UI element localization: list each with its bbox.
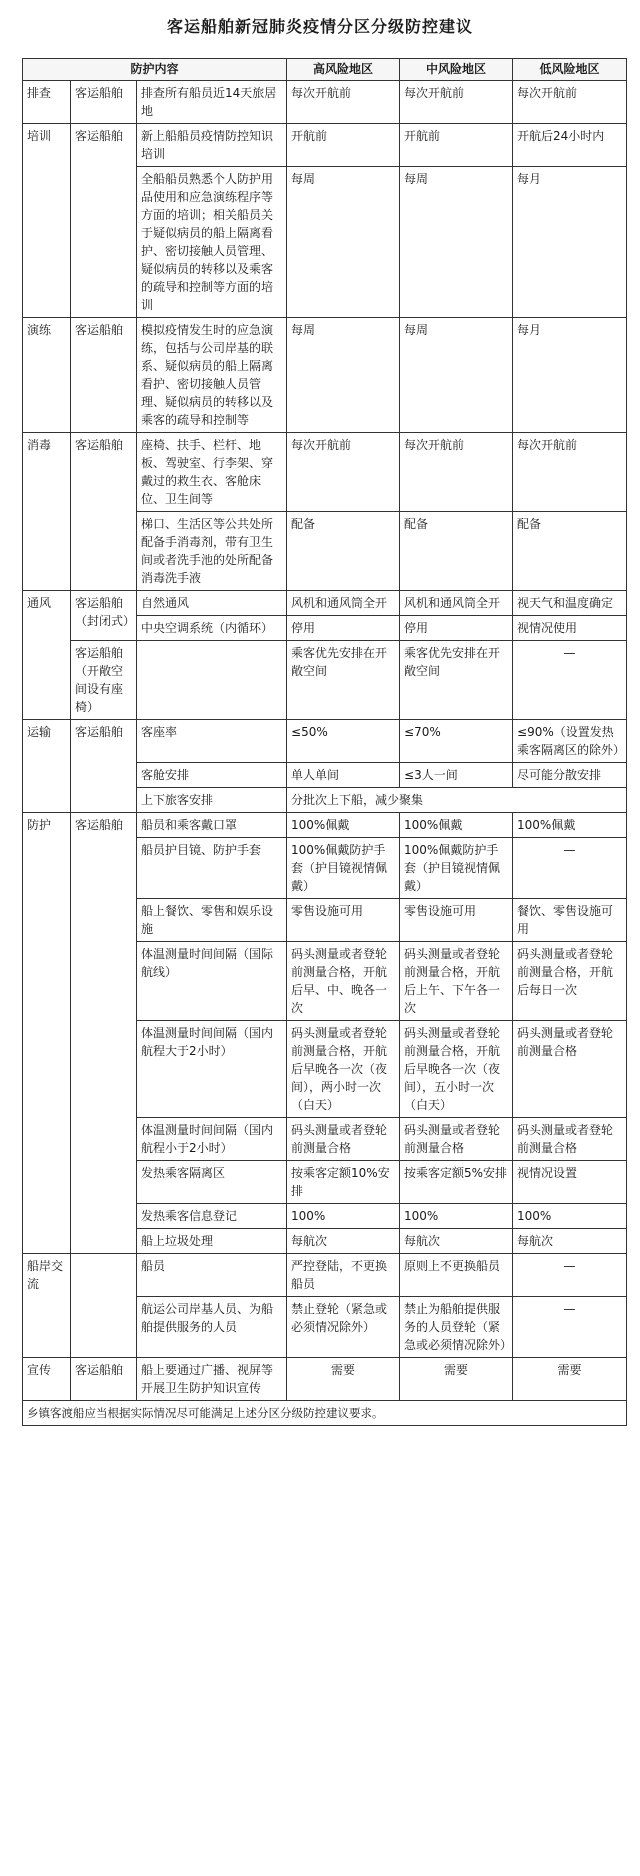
low-risk-cell: 100%佩戴 — [513, 813, 627, 838]
high-risk-cell: 每次开航前 — [287, 433, 400, 512]
high-risk-cell: 零售设施可用 — [287, 899, 400, 942]
low-risk-cell: 100% — [513, 1204, 627, 1229]
header-content: 防护内容 — [23, 59, 287, 81]
low-risk-cell: — — [513, 1254, 627, 1297]
medium-risk-cell: ≤3人一间 — [400, 763, 513, 788]
item-cell: 上下旅客安排 — [137, 788, 287, 813]
item-cell: 体温测量时间间隔（国际航线） — [137, 942, 287, 1021]
item-cell: 船上垃圾处理 — [137, 1229, 287, 1254]
item-cell: 船员和乘客戴口罩 — [137, 813, 287, 838]
table-row — [23, 813, 627, 838]
medium-risk-cell: 原则上不更换船员 — [400, 1254, 513, 1297]
medium-risk-cell: 码头测量或者登轮前测量合格 — [400, 1118, 513, 1161]
medium-risk-cell: 每次开航前 — [400, 433, 513, 512]
low-risk-cell: 尽可能分散安排 — [513, 763, 627, 788]
category-cell: 通风 — [23, 591, 71, 720]
item-cell: 船上餐饮、零售和娱乐设施 — [137, 899, 287, 942]
item-cell: 船上要通过广播、视屏等开展卫生防护知识宣传 — [137, 1358, 287, 1401]
table-row — [23, 81, 627, 124]
medium-risk-cell: 码头测量或者登轮前测量合格，开航后早晚各一次（夜间），五小时一次（白天） — [400, 1021, 513, 1118]
medium-risk-cell: 每周 — [400, 318, 513, 433]
measures-table — [22, 58, 627, 1426]
category-cell: 消毒 — [23, 433, 71, 591]
low-risk-cell: 视情况使用 — [513, 616, 627, 641]
page-title: 客运船舶新冠肺炎疫情分区分级防控建议 — [166, 17, 473, 36]
ship-type-cell — [71, 1254, 137, 1358]
medium-risk-cell: 100%佩戴 — [400, 813, 513, 838]
high-risk-cell: 码头测量或者登轮前测量合格 — [287, 1118, 400, 1161]
ship-type-cell: 客运船舶 — [71, 81, 137, 124]
item-cell: 客座率 — [137, 720, 287, 763]
low-risk-cell: 每月 — [513, 167, 627, 318]
high-risk-cell: 每航次 — [287, 1229, 400, 1254]
ship-type-cell: 客运船舶（开敞空间设有座椅） — [71, 641, 137, 720]
high-risk-cell: 每周 — [287, 318, 400, 433]
low-risk-cell: 每次开航前 — [513, 81, 627, 124]
high-risk-cell: 码头测量或者登轮前测量合格，开航后早晚各一次（夜间），两小时一次（白天） — [287, 1021, 400, 1118]
high-risk-cell: 风机和通风筒全开 — [287, 591, 400, 616]
low-risk-cell: 码头测量或者登轮前测量合格 — [513, 1021, 627, 1118]
medium-risk-cell: 停用 — [400, 616, 513, 641]
item-cell: 体温测量时间间隔（国内航程大于2小时） — [137, 1021, 287, 1118]
header-medium-risk: 中风险地区 — [400, 59, 513, 81]
low-risk-cell: 配备 — [513, 512, 627, 591]
low-risk-cell: 开航后24小时内 — [513, 124, 627, 167]
item-cell — [137, 641, 287, 720]
low-risk-cell: 每次开航前 — [513, 433, 627, 512]
header-high-risk: 高风险地区 — [287, 59, 400, 81]
low-risk-cell: 需要 — [513, 1358, 627, 1401]
item-cell: 排查所有船员近14天旅居地 — [137, 81, 287, 124]
high-risk-cell: 严控登陆，不更换船员 — [287, 1254, 400, 1297]
medium-risk-cell: 100%佩戴防护手套（护目镜视情佩戴） — [400, 838, 513, 899]
footer-note: 乡镇客渡船应当根据实际情况尽可能满足上述分区分级防控建议要求。 — [23, 1401, 627, 1426]
high-risk-cell: 100% — [287, 1204, 400, 1229]
category-cell: 船岸交流 — [23, 1254, 71, 1358]
medium-risk-cell: 配备 — [400, 512, 513, 591]
table-row — [23, 124, 627, 167]
category-cell: 防护 — [23, 813, 71, 1254]
low-risk-cell: 视情况设置 — [513, 1161, 627, 1204]
medium-risk-cell: ≤70% — [400, 720, 513, 763]
low-risk-cell: 视天气和温度确定 — [513, 591, 627, 616]
item-cell: 船员护目镜、防护手套 — [137, 838, 287, 899]
category-cell: 运输 — [23, 720, 71, 813]
medium-risk-cell: 每航次 — [400, 1229, 513, 1254]
high-risk-cell: ≤50% — [287, 720, 400, 763]
ship-type-cell: 客运船舶 — [71, 813, 137, 1254]
high-risk-cell: 按乘客定额10%安排 — [287, 1161, 400, 1204]
high-risk-cell: 停用 — [287, 616, 400, 641]
item-cell: 新上船船员疫情防控知识培训 — [137, 124, 287, 167]
category-cell: 演练 — [23, 318, 71, 433]
table-body — [23, 81, 627, 1401]
medium-risk-cell: 按乘客定额5%安排 — [400, 1161, 513, 1204]
ship-type-cell: 客运船舶（封闭式） — [71, 591, 137, 641]
item-cell: 模拟疫情发生时的应急演练，包括与公司岸基的联系、疑似病员的船上隔离看护、密切接触人员管理、疑似病员的转移以及乘客的疏导和控制等 — [137, 318, 287, 433]
low-risk-cell: 每月 — [513, 318, 627, 433]
item-cell: 中央空调系统（内循环） — [137, 616, 287, 641]
item-cell: 体温测量时间间隔（国内航程小于2小时） — [137, 1118, 287, 1161]
item-cell: 全船船员熟悉个人防护用品使用和应急演练程序等方面的培训；相关船员关于疑似病员的船上隔离看护、密切接触人员管理、疑似病员的转移以及乘客的疏导和控制等方面的培训 — [137, 167, 287, 318]
category-cell: 宣传 — [23, 1358, 71, 1401]
low-risk-cell: — — [513, 838, 627, 899]
medium-risk-cell: 每次开航前 — [400, 81, 513, 124]
high-risk-cell: 需要 — [287, 1358, 400, 1401]
merged-measure-cell: 分批次上下船，减少聚集 — [287, 788, 627, 813]
high-risk-cell: 禁止登轮（紧急或必须情况除外） — [287, 1297, 400, 1358]
category-cell: 培训 — [23, 124, 71, 318]
medium-risk-cell: 乘客优先安排在开敞空间 — [400, 641, 513, 720]
medium-risk-cell: 零售设施可用 — [400, 899, 513, 942]
medium-risk-cell: 需要 — [400, 1358, 513, 1401]
item-cell: 自然通风 — [137, 591, 287, 616]
footer-row — [23, 1401, 627, 1426]
high-risk-cell: 配备 — [287, 512, 400, 591]
low-risk-cell: ≤90%（设置发热乘客隔离区的除外） — [513, 720, 627, 763]
high-risk-cell: 100%佩戴防护手套（护目镜视情佩戴） — [287, 838, 400, 899]
header-row — [23, 59, 627, 81]
item-cell: 梯口、生活区等公共处所配备手消毒剂，带有卫生间或者洗手池的处所配备消毒洗手液 — [137, 512, 287, 591]
table-row — [23, 1358, 627, 1401]
ship-type-cell: 客运船舶 — [71, 433, 137, 591]
medium-risk-cell: 100% — [400, 1204, 513, 1229]
medium-risk-cell: 风机和通风筒全开 — [400, 591, 513, 616]
table-row — [23, 720, 627, 763]
low-risk-cell: — — [513, 1297, 627, 1358]
high-risk-cell: 乘客优先安排在开敞空间 — [287, 641, 400, 720]
low-risk-cell: — — [513, 641, 627, 720]
ship-type-cell: 客运船舶 — [71, 1358, 137, 1401]
low-risk-cell: 码头测量或者登轮前测量合格，开航后每日一次 — [513, 942, 627, 1021]
medium-risk-cell: 码头测量或者登轮前测量合格，开航后上午、下午各一次 — [400, 942, 513, 1021]
item-cell: 客舱安排 — [137, 763, 287, 788]
ship-type-cell: 客运船舶 — [71, 318, 137, 433]
medium-risk-cell: 开航前 — [400, 124, 513, 167]
table-row — [23, 641, 627, 720]
header-low-risk: 低风险地区 — [513, 59, 627, 81]
high-risk-cell: 每次开航前 — [287, 81, 400, 124]
item-cell: 座椅、扶手、栏杆、地板、驾驶室、行李架、穿戴过的救生衣、客舱床位、卫生间等 — [137, 433, 287, 512]
table-row — [23, 1254, 627, 1297]
table-row — [23, 433, 627, 512]
high-risk-cell: 每周 — [287, 167, 400, 318]
high-risk-cell: 开航前 — [287, 124, 400, 167]
category-cell: 排查 — [23, 81, 71, 124]
item-cell: 航运公司岸基人员、为船舶提供服务的人员 — [137, 1297, 287, 1358]
table-row — [23, 591, 627, 616]
item-cell: 发热乘客信息登记 — [137, 1204, 287, 1229]
item-cell: 发热乘客隔离区 — [137, 1161, 287, 1204]
high-risk-cell: 100%佩戴 — [287, 813, 400, 838]
low-risk-cell: 每航次 — [513, 1229, 627, 1254]
table-row — [23, 318, 627, 433]
medium-risk-cell: 每周 — [400, 167, 513, 318]
medium-risk-cell: 禁止为船舶提供服务的人员登轮（紧急或必须情况除外） — [400, 1297, 513, 1358]
ship-type-cell: 客运船舶 — [71, 720, 137, 813]
high-risk-cell: 单人单间 — [287, 763, 400, 788]
low-risk-cell: 餐饮、零售设施可用 — [513, 899, 627, 942]
item-cell: 船员 — [137, 1254, 287, 1297]
high-risk-cell: 码头测量或者登轮前测量合格，开航后早、中、晚各一次 — [287, 942, 400, 1021]
low-risk-cell: 码头测量或者登轮前测量合格 — [513, 1118, 627, 1161]
ship-type-cell: 客运船舶 — [71, 124, 137, 318]
